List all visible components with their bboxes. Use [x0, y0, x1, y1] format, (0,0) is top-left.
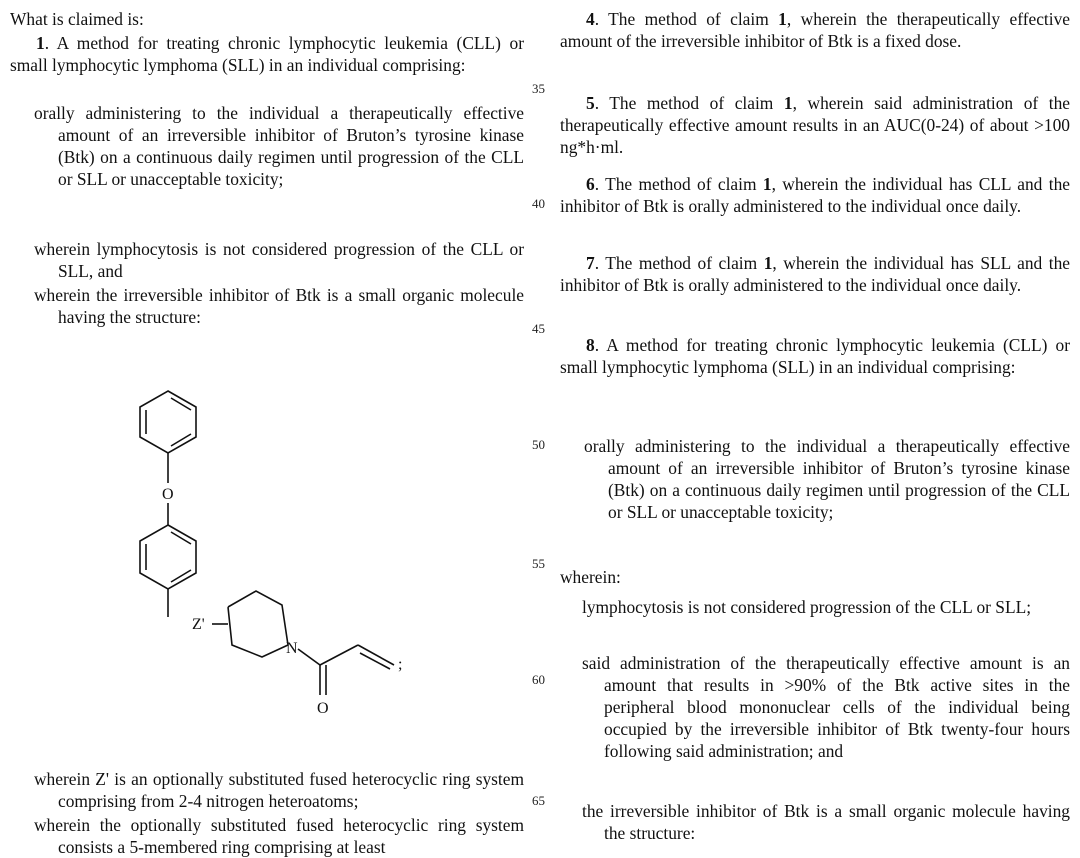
double-bond — [171, 570, 191, 582]
piperidine-ring — [228, 591, 288, 657]
line-number: 35 — [532, 81, 545, 96]
claim-7: 7. The method of claim 1, wherein the individual has SLL and the inhibitor of Btk is orally administered to the individual once daily. — [560, 253, 1070, 295]
vinyl-bond — [320, 645, 358, 665]
claim-number: 1 — [36, 33, 45, 53]
claim-8-sub-structure: the irreversible inhibitor of Btk is a small organic molecule having the structure: — [582, 801, 1070, 843]
phenyl-ring-middle — [140, 525, 196, 589]
n-carbonyl-bond — [298, 649, 320, 665]
claim-8-intro: 8. A method for treating chronic lymphocytic leukemia (CLL) or small lymphocytic lymphoma (SLL) in an individual comprising: — [560, 335, 1070, 377]
z-prime-label: Z' — [192, 616, 205, 633]
claim-1-intro: 1. A method for treating chronic lymphocytic leukemia (CLL) or small lymphocytic lymphoma (SLL) in an individual comprising: — [10, 33, 524, 75]
claim-1-fused-ring: wherein the optionally substituted fused heterocyclic ring system consists a 5-membered ring comprising at least — [34, 815, 524, 857]
chemical-structure-diagram — [120, 375, 420, 717]
claim-8-step-administering: orally administering to the individual a therapeutically effective amount of an irreversible inhibitor of Bruton’s tyrosine kinase (Btk) on a continuous daily regimen until progression of the CLL or SLL or unacceptable toxicity; — [584, 436, 1070, 522]
line-number: 60 — [532, 672, 545, 687]
claim-8-sub-lymphocytosis: lymphocytosis is not considered progression of the CLL or SLL; — [582, 597, 1032, 617]
claim-8-sub-administration: said administration of the therapeutically effective amount is an amount that results in >90% of the Btk active sites in the peripheral blood mononuclear cells of the individual being occupied by the irreversible inhibitor of Btk twenty-four hours following said administration; and — [582, 653, 1070, 761]
double-bond — [171, 398, 191, 410]
claim-1-step-lymphocytosis: wherein lymphocytosis is not considered progression of the CLL or SLL, and — [34, 239, 524, 281]
nitrogen-label: N — [286, 640, 298, 657]
line-number: 40 — [532, 196, 545, 211]
claim-4: 4. The method of claim 1, wherein the therapeutically effective amount of the irreversible inhibitor of Btk is a fixed dose. — [560, 9, 1070, 51]
double-bond — [171, 434, 191, 446]
claim-1-step-structure: wherein the irreversible inhibitor of Btk is a small organic molecule having the structure: — [34, 285, 524, 327]
semicolon-label: ; — [398, 656, 403, 673]
line-number: 50 — [532, 437, 545, 452]
claim-1-z-prime: wherein Z' is an optionally substituted fused heterocyclic ring system comprising from 2-4 nitrogen heteroatoms; — [34, 769, 524, 811]
line-number: 55 — [532, 556, 545, 571]
claim-5: 5. The method of claim 1, wherein said administration of the therapeutically effective amount results in an AUC(0-24) of about >100 ng*h·ml. — [560, 93, 1070, 157]
oxygen-carbonyl-label: O — [317, 700, 329, 717]
claim-1-step-administering: orally administering to the individual a therapeutically effective amount of an irreversible inhibitor of Bruton’s tyrosine kinase (Btk) on a continuous daily regimen until progression of the CLL or SLL or unacceptable toxicity; — [34, 103, 524, 189]
claim-8-wherein: wherein: — [560, 567, 621, 587]
line-number: 65 — [532, 793, 545, 808]
line-number: 45 — [532, 321, 545, 336]
claim-6: 6. The method of claim 1, wherein the individual has CLL and the inhibitor of Btk is orally administered to the individual once daily. — [560, 174, 1070, 216]
claims-heading: What is claimed is: — [10, 9, 144, 29]
phenyl-ring-top — [140, 391, 196, 453]
double-bond — [171, 532, 191, 544]
oxygen-ether-label: O — [162, 486, 174, 503]
